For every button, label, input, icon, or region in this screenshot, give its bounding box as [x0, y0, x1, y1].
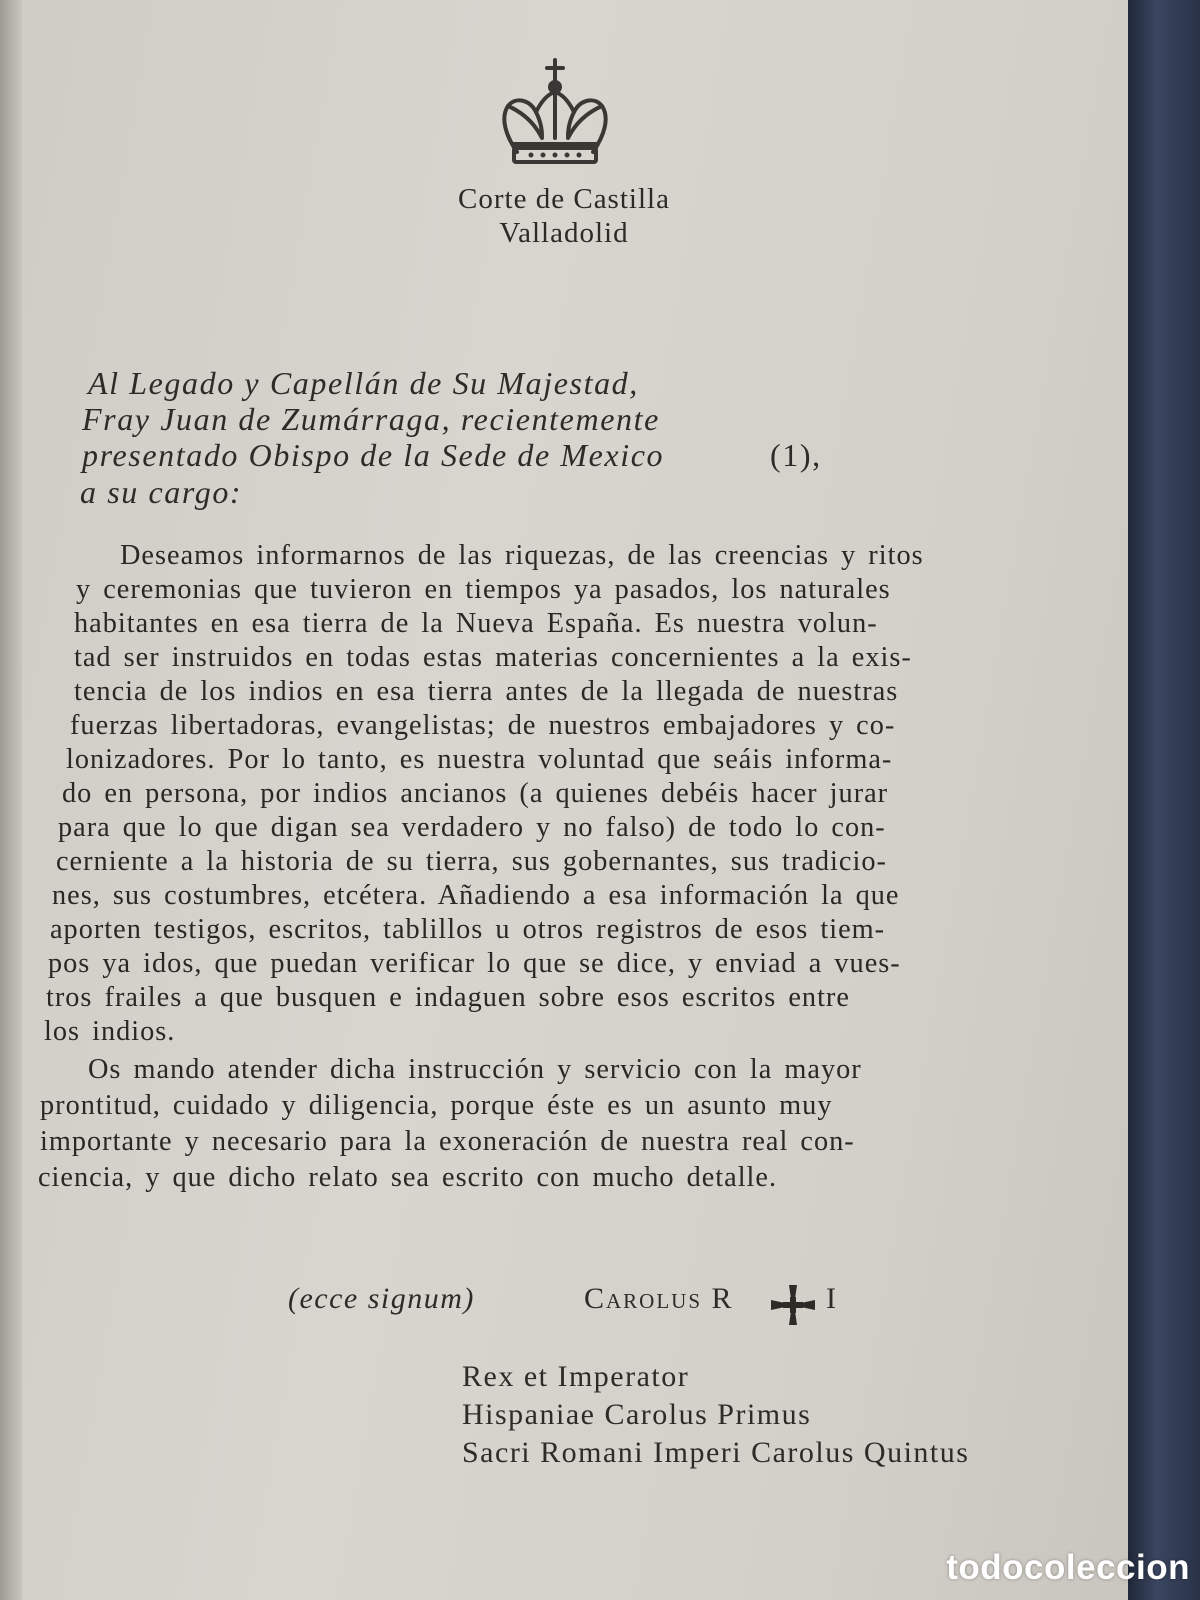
body-line: Os mando atender dicha instrucción y servicio con la mayor — [88, 1054, 862, 1085]
body-line: cerniente a la historia de su tierra, sus gobernantes, sus tradicio- — [56, 846, 887, 877]
body-line: do en persona, por indios ancianos (a quienes debéis hacer jurar — [62, 778, 889, 809]
body-line: tad ser instruidos en todas estas materias concernientes a la exis- — [74, 642, 912, 673]
body-line: lonizadores. Por lo tanto, es nuestra voluntad que seáis informa- — [66, 744, 893, 775]
body-line: Deseamos informarnos de las riquezas, de las creencias y ritos — [120, 540, 924, 571]
court-name: Corte de Castilla — [458, 183, 670, 215]
address-line: Al Legado y Capellán de Su Majestad, — [88, 365, 639, 401]
watermark: todocoleccion — [946, 1548, 1190, 1587]
address-line: presentado Obispo de la Sede de Mexico — [82, 437, 665, 473]
signature-suffix: I — [826, 1282, 836, 1315]
royal-title: Rex et Imperator — [462, 1360, 690, 1393]
body-line: tencia de los indios en esa tierra antes de la llegada de nuestras — [74, 676, 899, 707]
body-line: importante y necesario para la exoneración de nuestra real con- — [40, 1126, 855, 1157]
background-surface — [1128, 0, 1200, 1600]
body-line: para que lo que digan sea verdadero y no falso) de todo lo con- — [58, 812, 886, 843]
body-line: aporten testigos, escritos, tablillos u otros registros de esos tiem- — [50, 914, 886, 945]
signature-name: Carolus R — [584, 1282, 734, 1315]
body-line: prontitud, cuidado y diligencia, porque éste es un asunto muy — [40, 1090, 833, 1121]
body-line: los indios. — [44, 1016, 176, 1047]
crown-icon — [496, 56, 626, 168]
body-line: tros frailes a que busquen e indaguen sobre esos escritos entre — [46, 982, 850, 1013]
footnote-reference: (1), — [770, 437, 822, 473]
body-line: fuerzas libertadoras, evangelistas; de nuestros embajadores y co- — [70, 710, 896, 741]
city-name: Valladolid — [499, 217, 629, 249]
address-line: Fray Juan de Zumárraga, recientemente — [82, 401, 660, 437]
body-line: ciencia, y que dicho relato sea escrito con mucho detalle. — [38, 1162, 778, 1193]
body-line: habitantes en esa tierra de la Nueva España. Es nuestra volun- — [74, 608, 878, 639]
body-line: pos ya idos, que puedan verificar lo que se dice, y enviad a vues- — [48, 948, 901, 979]
ecce-signum: (ecce signum) — [288, 1282, 475, 1315]
royal-title: Hispaniae Carolus Primus — [462, 1398, 812, 1431]
body-line: y ceremonias que tuvieron en tiempos ya pasados, los naturales — [76, 574, 891, 605]
cross-pattee-icon — [769, 1283, 817, 1327]
address-line: a su cargo: — [80, 474, 243, 510]
royal-title: Sacri Romani Imperi Carolus Quintus — [462, 1436, 970, 1469]
body-line: nes, sus costumbres, etcétera. Añadiendo a esa información la que — [52, 880, 900, 911]
